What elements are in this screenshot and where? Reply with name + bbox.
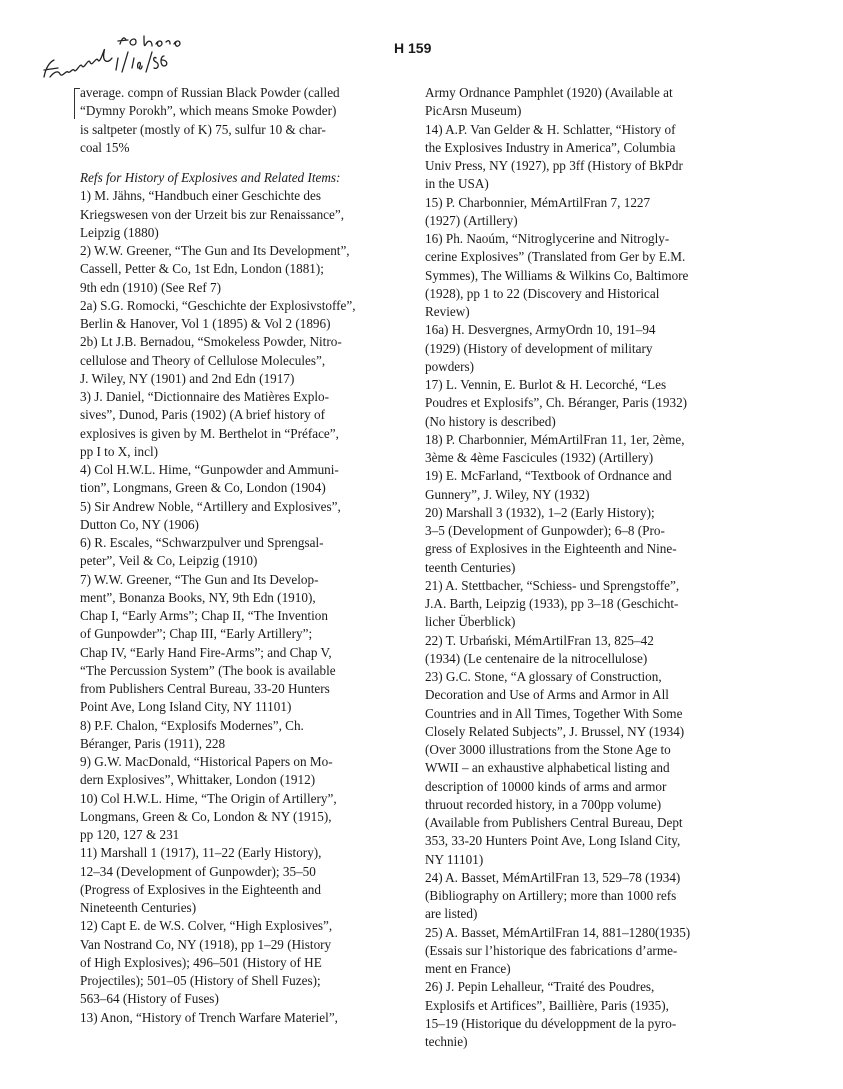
text-line: Army Ordnance Pamphlet (1920) (Available at: [425, 85, 673, 100]
text-line: Van Nostrand Co, NY (1918), pp 1–29 (History: [80, 936, 332, 952]
text-line: 23) G.C. Stone, “A glossary of Construction,: [425, 669, 662, 684]
text-line: Cassell, Petter & Co, 1st Edn, London (1881);: [80, 261, 324, 277]
text-line: 17) L. Vennin, E. Burlot & H. Lecorché, “Les: [425, 377, 667, 392]
text-line: the Explosives Industry in America”, Columbia: [425, 139, 676, 155]
text-line: 12) Capt E. de W.S. Colver, “High Explosives”,: [80, 918, 333, 934]
text-line: is saltpeter (mostly of K) 75, sulfur 10 & char-: [80, 121, 326, 137]
text-line: Béranger, Paris (1911), 228: [80, 735, 226, 751]
text-line: 1) M. Jähns, “Handbuch einer Geschichte des: [80, 188, 321, 204]
text-line: Closely Related Subjects”, J. Brussel, NY (1934): [425, 723, 685, 739]
handwritten-annotation: [36, 22, 186, 92]
text-line: J.A. Barth, Leipzig (1933), pp 3–18 (Geschicht-: [425, 596, 679, 611]
text-line: J. Wiley, NY (1901) and 2nd Edn (1917): [80, 370, 295, 386]
text-line: 15–19 (Historique du développment de la pyro-: [425, 1015, 677, 1031]
text-line: 2) W.W. Greener, “The Gun and Its Development”,: [80, 243, 350, 258]
text-line: Univ Press, NY (1927), pp 3ff (History of BkPdr: [425, 158, 683, 173]
text-line: from Publishers Central Bureau, 33-20 Hunters: [80, 681, 330, 696]
text-line: (1928), pp 1 to 22 (Discovery and Historical: [425, 285, 660, 301]
text-line: 3) J. Daniel, “Dictionnaire des Matières Explo-: [80, 389, 330, 404]
text-line: 4) Col H.W.L. Hime, “Gunpowder and Ammuni-: [80, 462, 339, 477]
text-line: (Available from Publishers Central Bureau, Dept: [425, 815, 683, 830]
text-line: (Bibliography on Artillery; more than 1000 refs: [425, 888, 677, 903]
text-line: 12–34 (Development of Gunpowder); 35–50: [80, 863, 316, 879]
text-line: 26) J. Pepin Lehalleur, “Traité des Poudres,: [425, 979, 655, 995]
text-line: 6) R. Escales, “Schwarzpulver und Sprengsal-: [80, 535, 324, 550]
left-column: [80, 84, 400, 1027]
section-heading: Refs for History of Explosives and Related Items:: [80, 170, 341, 185]
text-line: Nineteenth Centuries): [80, 900, 197, 915]
text-line: NY 11101): [425, 851, 484, 867]
handwritten-note-image: [36, 22, 186, 92]
text-line: Point Ave, Long Island City, NY 11101): [80, 699, 292, 715]
text-line: PicArsn Museum): [425, 103, 522, 119]
text-line: 3–5 (Development of Gunpowder); 6–8 (Pro-: [425, 523, 665, 538]
text-line: “The Percussion System” (The book is available: [80, 662, 336, 678]
text-line: (Over 3000 illustrations from the Stone Age to: [425, 742, 671, 757]
text-line: Countries and in All Times, Together With Some: [425, 705, 683, 721]
text-line: Gunnery”, J. Wiley, NY (1932): [425, 486, 590, 502]
text-line: Dutton Co, NY (1906): [80, 516, 199, 532]
text-line: in the USA): [425, 176, 489, 192]
text-line: Chap IV, “Early Hand Fire-Arms”; and Chap V,: [80, 644, 332, 660]
text-line: 563–64 (History of Fuses): [80, 991, 219, 1007]
text-line: Poudres et Explosifs”, Ch. Béranger, Paris (1932): [425, 395, 688, 411]
text-line: 8) P.F. Chalon, “Explosifs Modernes”, Ch.: [80, 717, 304, 733]
text-line: description of 10000 kinds of arms and armor: [425, 778, 667, 794]
text-line: are listed): [425, 906, 478, 922]
text-line: 16a) H. Desvergnes, ArmyOrdn 10, 191–94: [425, 322, 656, 338]
text-line: Decoration and Use of Arms and Armor in All: [425, 687, 669, 703]
text-line: Projectiles); 501–05 (History of Shell Fuzes);: [80, 973, 321, 988]
text-line: tion”, Longmans, Green & Co, London (1904): [80, 480, 326, 496]
text-line: [80, 157, 400, 169]
text-line: 10) Col H.W.L. Hime, “The Origin of Artillery”,: [80, 790, 337, 806]
text-line: powders): [425, 358, 475, 374]
text-line: 20) Marshall 3 (1932), 1–2 (Early History);: [425, 504, 655, 520]
text-line: average. compn of Russian Black Powder (called: [80, 85, 340, 100]
text-line: cerine Explosives” (Translated from Ger by E.M.: [425, 249, 686, 265]
text-line: Chap I, “Early Arms”; Chap II, “The Invention: [80, 608, 328, 623]
text-line: ment”, Bonanza Books, NY, 9th Edn (1910),: [80, 589, 316, 605]
text-line: 14) A.P. Van Gelder & H. Schlatter, “History of: [425, 121, 676, 137]
text-line: “Dymny Porokh”, which means Smoke Powder): [80, 103, 337, 119]
text-line: 18) P. Charbonnier, MémArtilFran 11, 1er, 2ème,: [425, 431, 685, 447]
text-line: (1934) (Le centenaire de la nitrocellulose): [425, 650, 648, 666]
text-line: 2b) Lt J.B. Bernadou, “Smokeless Powder, Nitro-: [80, 334, 342, 350]
text-line: gress of Explosives in the Eighteenth and Nine-: [425, 541, 677, 557]
text-line: 9th edn (1910) (See Ref 7): [80, 279, 221, 295]
page-number: H 159: [394, 40, 432, 56]
text-line: technie): [425, 1034, 468, 1049]
text-line: Review): [425, 304, 470, 319]
text-line: WWII – an exhaustive alphabetical listing and: [425, 760, 670, 776]
text-line: teenth Centuries): [425, 559, 516, 575]
text-line: 25) A. Basset, MémArtilFran 14, 881–1280(1935): [425, 924, 691, 940]
text-line: 2a) S.G. Romocki, “Geschichte der Explosivstoffe”,: [80, 297, 356, 313]
text-line: 15) P. Charbonnier, MémArtilFran 7, 1227: [425, 194, 651, 210]
text-line: sives”, Dunod, Paris (1902) (A brief history of: [80, 407, 326, 423]
text-line: pp I to X, incl): [80, 443, 159, 459]
text-line: 11) Marshall 1 (1917), 11–22 (Early History),: [80, 845, 322, 861]
text-line: 3ème & 4ème Fascicules (1932) (Artillery): [425, 450, 654, 465]
text-line: 353, 33-20 Hunters Point Ave, Long Island City,: [425, 833, 681, 849]
text-line: licher Überblick): [425, 614, 516, 630]
text-line: 19) E. McFarland, “Textbook of Ordnance and: [425, 468, 672, 484]
text-line: Leipzig (1880): [80, 224, 159, 240]
text-line: of High Explosives); 496–501 (History of HE: [80, 954, 322, 970]
text-line: Longmans, Green & Co, London & NY (1915),: [80, 808, 332, 824]
text-line: ment en France): [425, 961, 511, 976]
text-line: thruout recorded history, in a 700pp volume): [425, 796, 662, 812]
text-line: Symmes), The Williams & Wilkins Co, Baltimore: [425, 267, 689, 283]
text-line: Kriegswesen von der Urzeit bis zur Renaissance”,: [80, 206, 345, 222]
text-line: (Essais sur l’historique des fabrications d’arme-: [425, 942, 678, 958]
text-line: dern Explosives”, Whittaker, London (1912): [80, 772, 316, 788]
text-line: (1927) (Artillery): [425, 212, 518, 228]
right-column: [425, 84, 755, 1051]
text-line: (1929) (History of development of military: [425, 340, 653, 356]
text-line: explosives is given by M. Berthelot in “Préface”,: [80, 425, 339, 441]
text-line: (No history is described): [425, 413, 556, 429]
text-line: 16) Ph. Naoúm, “Nitroglycerine and Nitrogly-: [425, 231, 670, 246]
text-line: pp 120, 127 & 231: [80, 827, 180, 842]
text-line: Berlin & Hanover, Vol 1 (1895) & Vol 2 (1896): [80, 316, 331, 331]
text-line: 22) T. Urbański, MémArtilFran 13, 825–42: [425, 632, 654, 648]
text-line: (Progress of Explosives in the Eighteenth and: [80, 881, 321, 897]
text-line: 5) Sir Andrew Noble, “Artillery and Explosives”,: [80, 498, 341, 514]
text-line: coal 15%: [80, 139, 130, 155]
text-line: 21) A. Stettbacher, “Schiess- und Sprengstoffe”,: [425, 577, 680, 593]
text-line: Explosifs et Artifices”, Baillière, Paris (1935),: [425, 997, 669, 1013]
text-line: 13) Anon, “History of Trench Warfare Materiel”,: [80, 1009, 338, 1025]
text-line: of Gunpowder”; Chap III, “Early Artillery”;: [80, 626, 313, 642]
text-line: peter”, Veil & Co, Leipzig (1910): [80, 553, 258, 569]
text-line: 9) G.W. MacDonald, “Historical Papers on Mo-: [80, 754, 333, 769]
text-line: 7) W.W. Greener, “The Gun and Its Develop-: [80, 571, 319, 587]
text-line: 24) A. Basset, MémArtilFran 13, 529–78 (1934): [425, 869, 681, 885]
text-line: cellulose and Theory of Cellulose Molecules”,: [80, 352, 326, 368]
